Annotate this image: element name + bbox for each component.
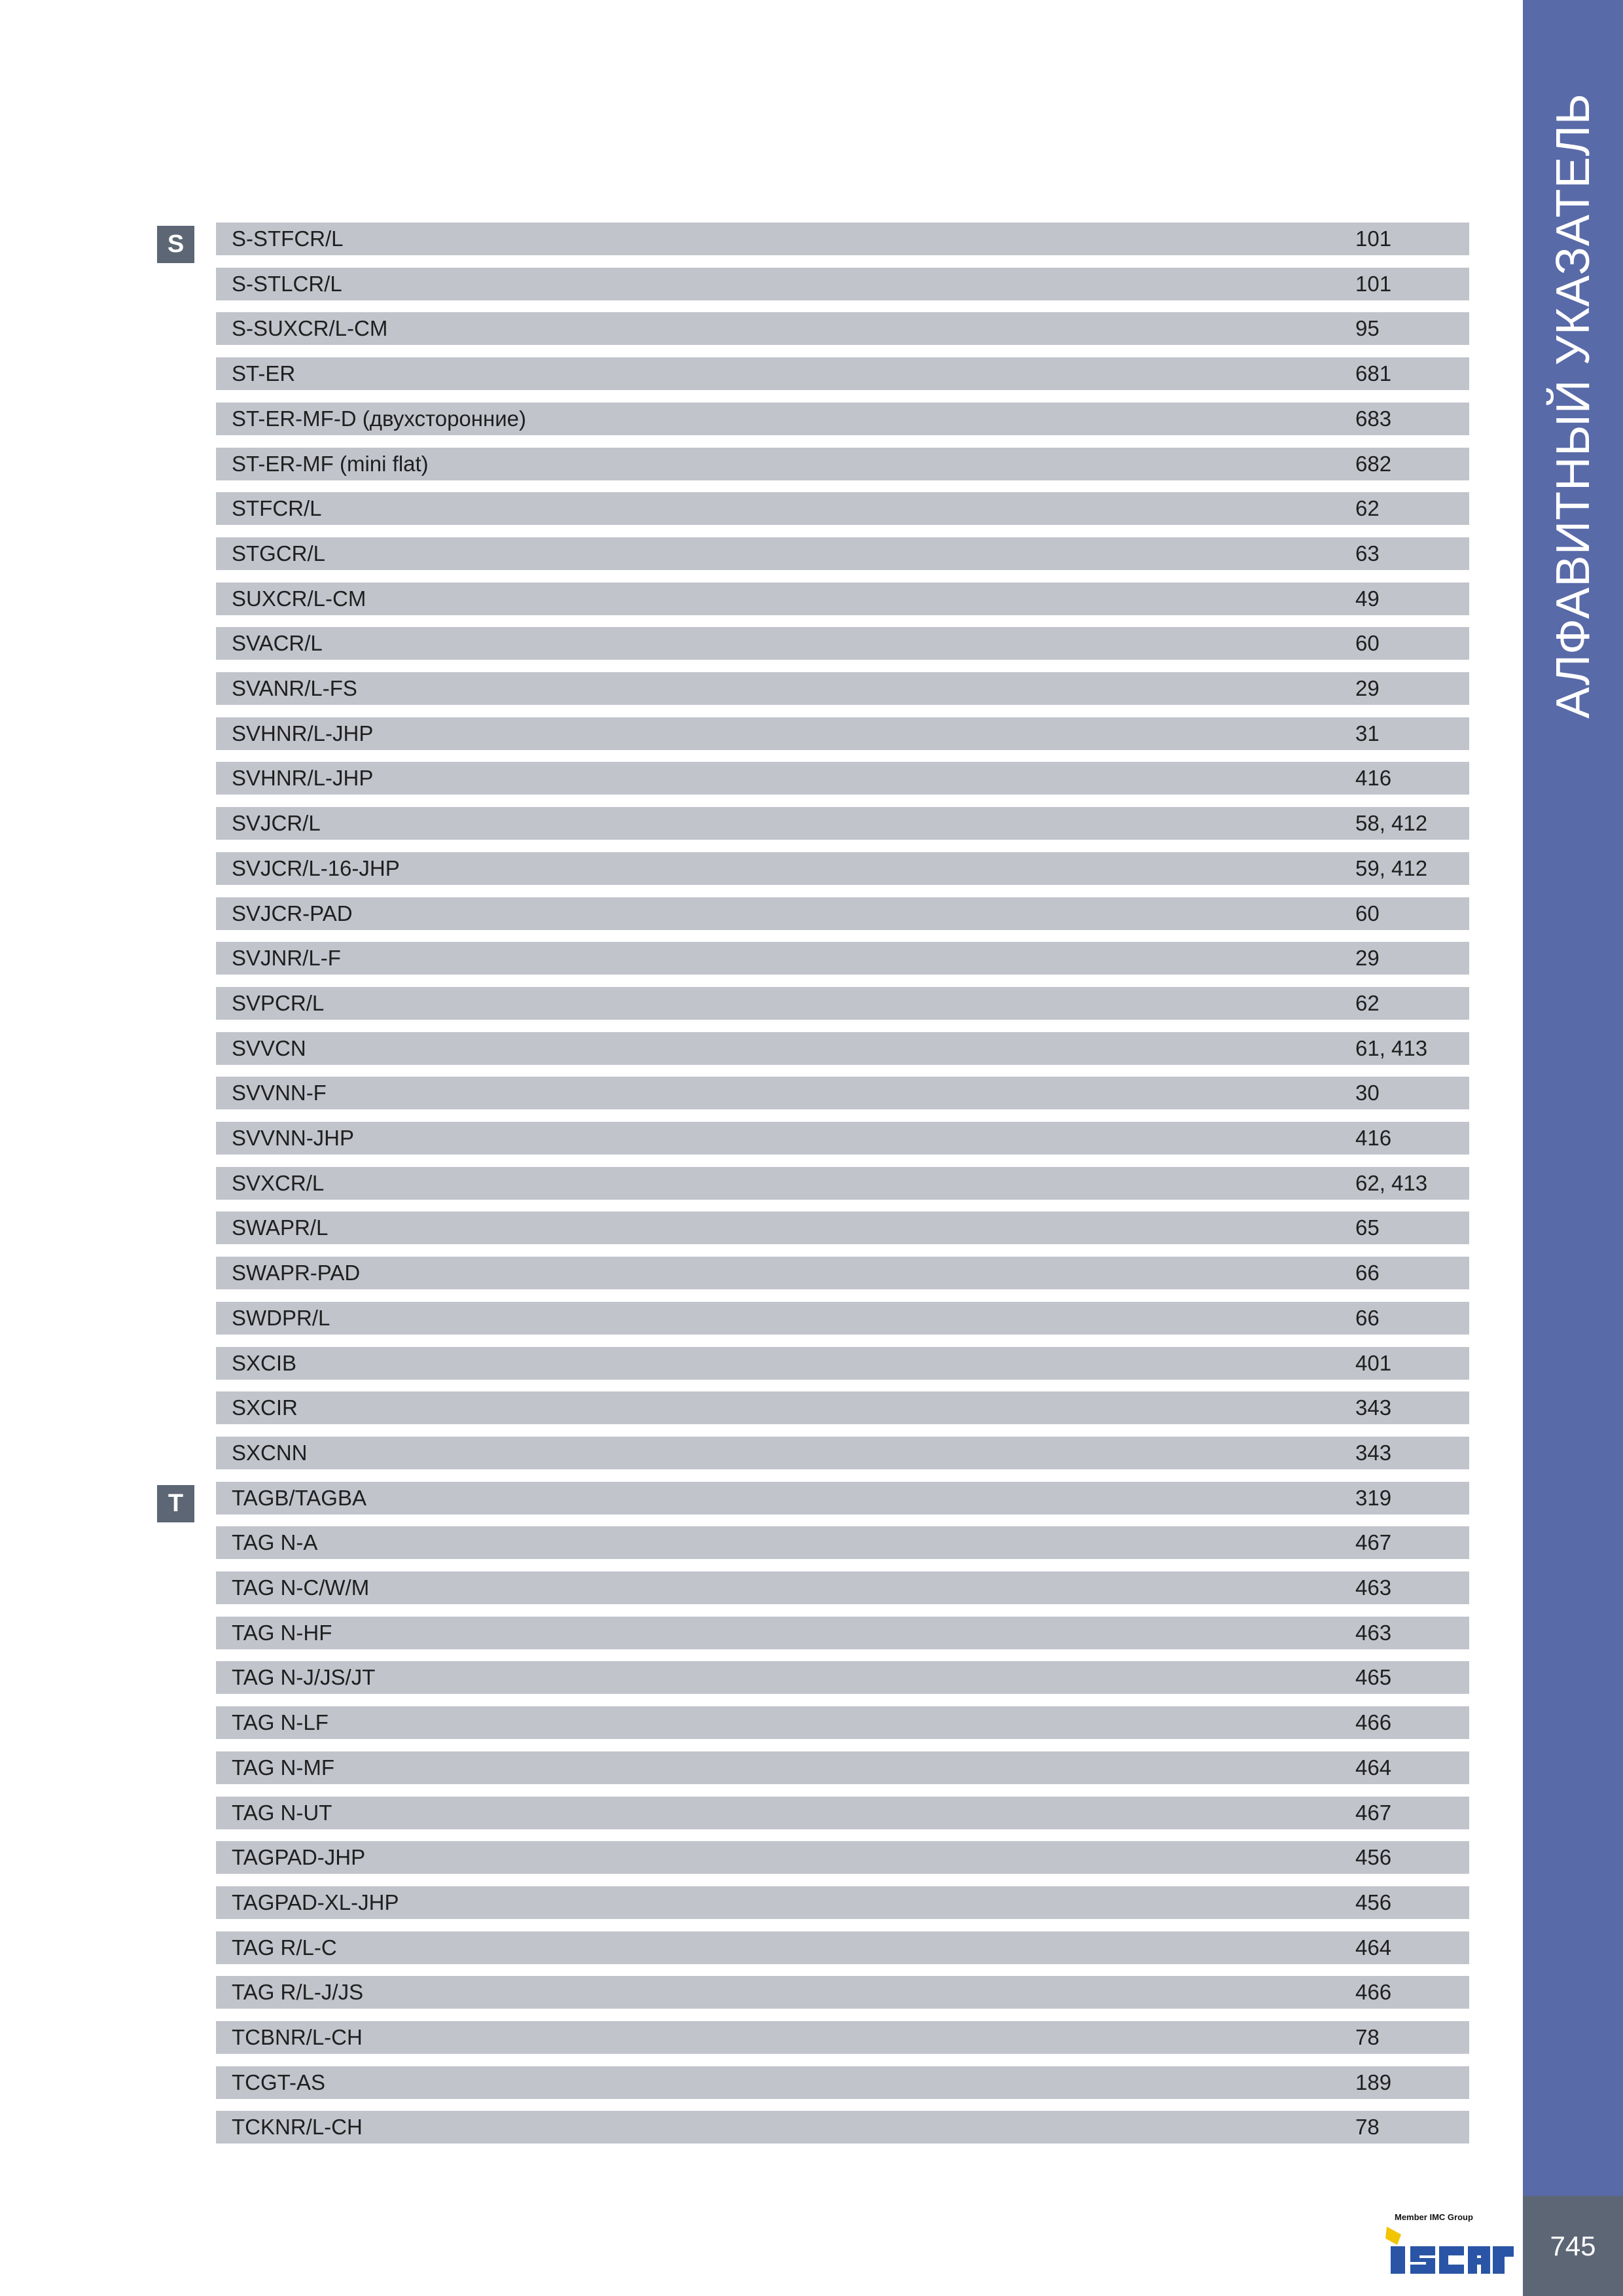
index-row <box>216 312 1469 345</box>
index-entry-pages: 467 <box>1355 1801 1392 1825</box>
index-entry-name: SVXCR/L <box>232 1171 325 1195</box>
index-entry-pages: 467 <box>1355 1530 1392 1554</box>
index-entry-pages: 78 <box>1355 2115 1380 2139</box>
index-entry-name: TAGB/TAGBA <box>232 1486 366 1510</box>
index-entry-pages: 62, 413 <box>1355 1171 1428 1195</box>
index-row <box>216 1302 1469 1335</box>
index-row <box>216 672 1469 705</box>
index-entry-pages: 189 <box>1355 2070 1392 2094</box>
index-entry-name: SVACR/L <box>232 631 323 655</box>
company-logo <box>1384 2212 1515 2278</box>
index-row <box>216 2066 1469 2099</box>
index-entry-name: TCBNR/L-CH <box>232 2025 363 2049</box>
index-entry-name: TAG R/L-J/JS <box>232 1980 364 2004</box>
index-entry-pages: 463 <box>1355 1575 1392 1600</box>
index-row <box>216 1437 1469 1469</box>
index-entry-pages: 66 <box>1355 1306 1380 1330</box>
index-entry-pages: 66 <box>1355 1261 1380 1285</box>
index-entry-name: SVANR/L-FS <box>232 676 357 700</box>
index-entry-name: SVJNR/L-F <box>232 946 341 970</box>
index-entry-name: SVJCR/L-16-JHP <box>232 856 400 880</box>
index-row <box>216 1482 1469 1515</box>
index-row <box>216 1886 1469 1919</box>
index-row <box>216 1526 1469 1559</box>
index-row <box>216 1391 1469 1424</box>
index-entry-pages: 456 <box>1355 1890 1392 1914</box>
index-row <box>216 1571 1469 1604</box>
index-entry-name: SVJCR/L <box>232 811 321 835</box>
index-entry-pages: 343 <box>1355 1395 1392 1420</box>
page-number: 745 <box>1523 2196 1623 2296</box>
index-row <box>216 762 1469 795</box>
index-entry-name: SVJCR-PAD <box>232 901 353 925</box>
index-entry-name: STFCR/L <box>232 496 322 520</box>
index-entry-name: TAG N-LF <box>232 1710 329 1734</box>
index-row <box>216 1211 1469 1244</box>
index-entry-name: SWAPR/L <box>232 1215 329 1240</box>
sidebar-title <box>1523 92 1623 720</box>
index-entry-name: TAG N-J/JS/JT <box>232 1665 376 1689</box>
index-entry-pages: 456 <box>1355 1845 1392 1869</box>
index-row <box>216 1257 1469 1289</box>
index-row <box>216 492 1469 525</box>
index-entry-pages: 466 <box>1355 1710 1392 1734</box>
index-row <box>216 1122 1469 1155</box>
index-entry-name: ST-ER-MF (mini flat) <box>232 452 429 476</box>
index-entry-pages: 682 <box>1355 452 1392 476</box>
logo-tagline: Member IMC Group <box>1395 2212 1473 2222</box>
index-row <box>216 2021 1469 2054</box>
index-entry-pages: 463 <box>1355 1621 1392 1645</box>
index-entry-name: TAG R/L-C <box>232 1935 337 1960</box>
index-entry-pages: 60 <box>1355 901 1380 925</box>
index-entry-pages: 59, 412 <box>1355 856 1428 880</box>
index-row <box>216 897 1469 930</box>
index-row <box>216 583 1469 615</box>
index-entry-pages: 416 <box>1355 1126 1392 1150</box>
index-row <box>216 1976 1469 2009</box>
index-entry-name: SWAPR-PAD <box>232 1261 361 1285</box>
index-entry-pages: 683 <box>1355 406 1392 431</box>
index-row <box>216 1751 1469 1784</box>
index-row <box>216 1167 1469 1200</box>
index-entry-name: TAG N-HF <box>232 1621 332 1645</box>
index-entry-name: ST-ER-MF-D (двухсторонние) <box>232 406 527 431</box>
letter-marker-t: T <box>157 1485 194 1522</box>
index-entry-name: S-STFCR/L <box>232 226 344 251</box>
index-row <box>216 807 1469 840</box>
index-entry-pages: 464 <box>1355 1935 1392 1960</box>
index-entry-name: STGCR/L <box>232 541 326 565</box>
index-entry-name: S-STLCR/L <box>232 272 342 296</box>
index-entry-pages: 681 <box>1355 361 1392 386</box>
index-entry-name: TAGPAD-XL-JHP <box>232 1890 399 1914</box>
iscar-logo-icon <box>1384 2224 1515 2278</box>
letter-marker-s: S <box>157 226 194 263</box>
index-entry-name: SXCIB <box>232 1351 297 1375</box>
index-entry-name: SXCIR <box>232 1395 298 1420</box>
index-entry-name: TAG N-C/W/M <box>232 1575 370 1600</box>
index-entry-pages: 101 <box>1355 272 1392 296</box>
index-row <box>216 357 1469 390</box>
index-row <box>216 1706 1469 1739</box>
index-row <box>216 2111 1469 2144</box>
index-row <box>216 627 1469 660</box>
index-row <box>216 1841 1469 1874</box>
sidebar-title-text: АЛФАВИТНЫЙ УКАЗАТЕЛЬ <box>1546 93 1599 719</box>
index-entry-pages: 31 <box>1355 721 1380 745</box>
index-row <box>216 1617 1469 1649</box>
index-entry-name: SVVNN-F <box>232 1081 327 1105</box>
index-entry-name: SWDPR/L <box>232 1306 330 1330</box>
index-row <box>216 1661 1469 1694</box>
index-entry-name: SVVCN <box>232 1036 306 1060</box>
index-entry-name: SXCNN <box>232 1441 308 1465</box>
index-entry-name: TAG N-UT <box>232 1801 332 1825</box>
index-entry-pages: 65 <box>1355 1215 1380 1240</box>
index-row <box>216 223 1469 255</box>
index-row <box>216 403 1469 435</box>
index-entry-pages: 30 <box>1355 1081 1380 1105</box>
index-row <box>216 1797 1469 1829</box>
index-entry-pages: 60 <box>1355 631 1380 655</box>
index-entry-pages: 63 <box>1355 541 1380 565</box>
index-row <box>216 1931 1469 1964</box>
index-entry-pages: 61, 413 <box>1355 1036 1428 1060</box>
index-entry-pages: 78 <box>1355 2025 1380 2049</box>
index-entry-name: TCKNR/L-CH <box>232 2115 363 2139</box>
index-row <box>216 537 1469 570</box>
index-entry-name: ST-ER <box>232 361 296 386</box>
index-row <box>216 268 1469 300</box>
index-entry-pages: 319 <box>1355 1486 1392 1510</box>
index-entry-name: TAGPAD-JHP <box>232 1845 366 1869</box>
index-entry-pages: 29 <box>1355 676 1380 700</box>
index-row <box>216 1077 1469 1109</box>
index-entry-name: SVVNN-JHP <box>232 1126 355 1150</box>
index-row <box>216 448 1469 480</box>
index-entry-pages: 465 <box>1355 1665 1392 1689</box>
index-entry-name: SVPCR/L <box>232 991 325 1015</box>
index-entry-pages: 466 <box>1355 1980 1392 2004</box>
index-entry-name: SUXCR/L-CM <box>232 586 366 611</box>
index-entry-name: S-SUXCR/L-CM <box>232 316 388 340</box>
index-entry-pages: 29 <box>1355 946 1380 970</box>
index-entry-name: SVHNR/L-JHP <box>232 766 374 790</box>
index-row <box>216 717 1469 750</box>
index-entry-pages: 95 <box>1355 316 1380 340</box>
index-entry-pages: 464 <box>1355 1755 1392 1780</box>
index-entry-pages: 343 <box>1355 1441 1392 1465</box>
index-row <box>216 987 1469 1020</box>
index-entry-pages: 62 <box>1355 991 1380 1015</box>
index-entry-pages: 416 <box>1355 766 1392 790</box>
index-row <box>216 1032 1469 1065</box>
index-row <box>216 1347 1469 1380</box>
index-row <box>216 942 1469 975</box>
index-entry-pages: 58, 412 <box>1355 811 1428 835</box>
index-entry-name: TAG N-MF <box>232 1755 335 1780</box>
index-entry-pages: 49 <box>1355 586 1380 611</box>
index-row <box>216 852 1469 885</box>
index-entry-pages: 401 <box>1355 1351 1392 1375</box>
index-entry-name: TCGT-AS <box>232 2070 326 2094</box>
index-entry-name: SVHNR/L-JHP <box>232 721 374 745</box>
index-entry-name: TAG N-A <box>232 1530 318 1554</box>
index-entry-pages: 62 <box>1355 496 1380 520</box>
index-entry-pages: 101 <box>1355 226 1392 251</box>
